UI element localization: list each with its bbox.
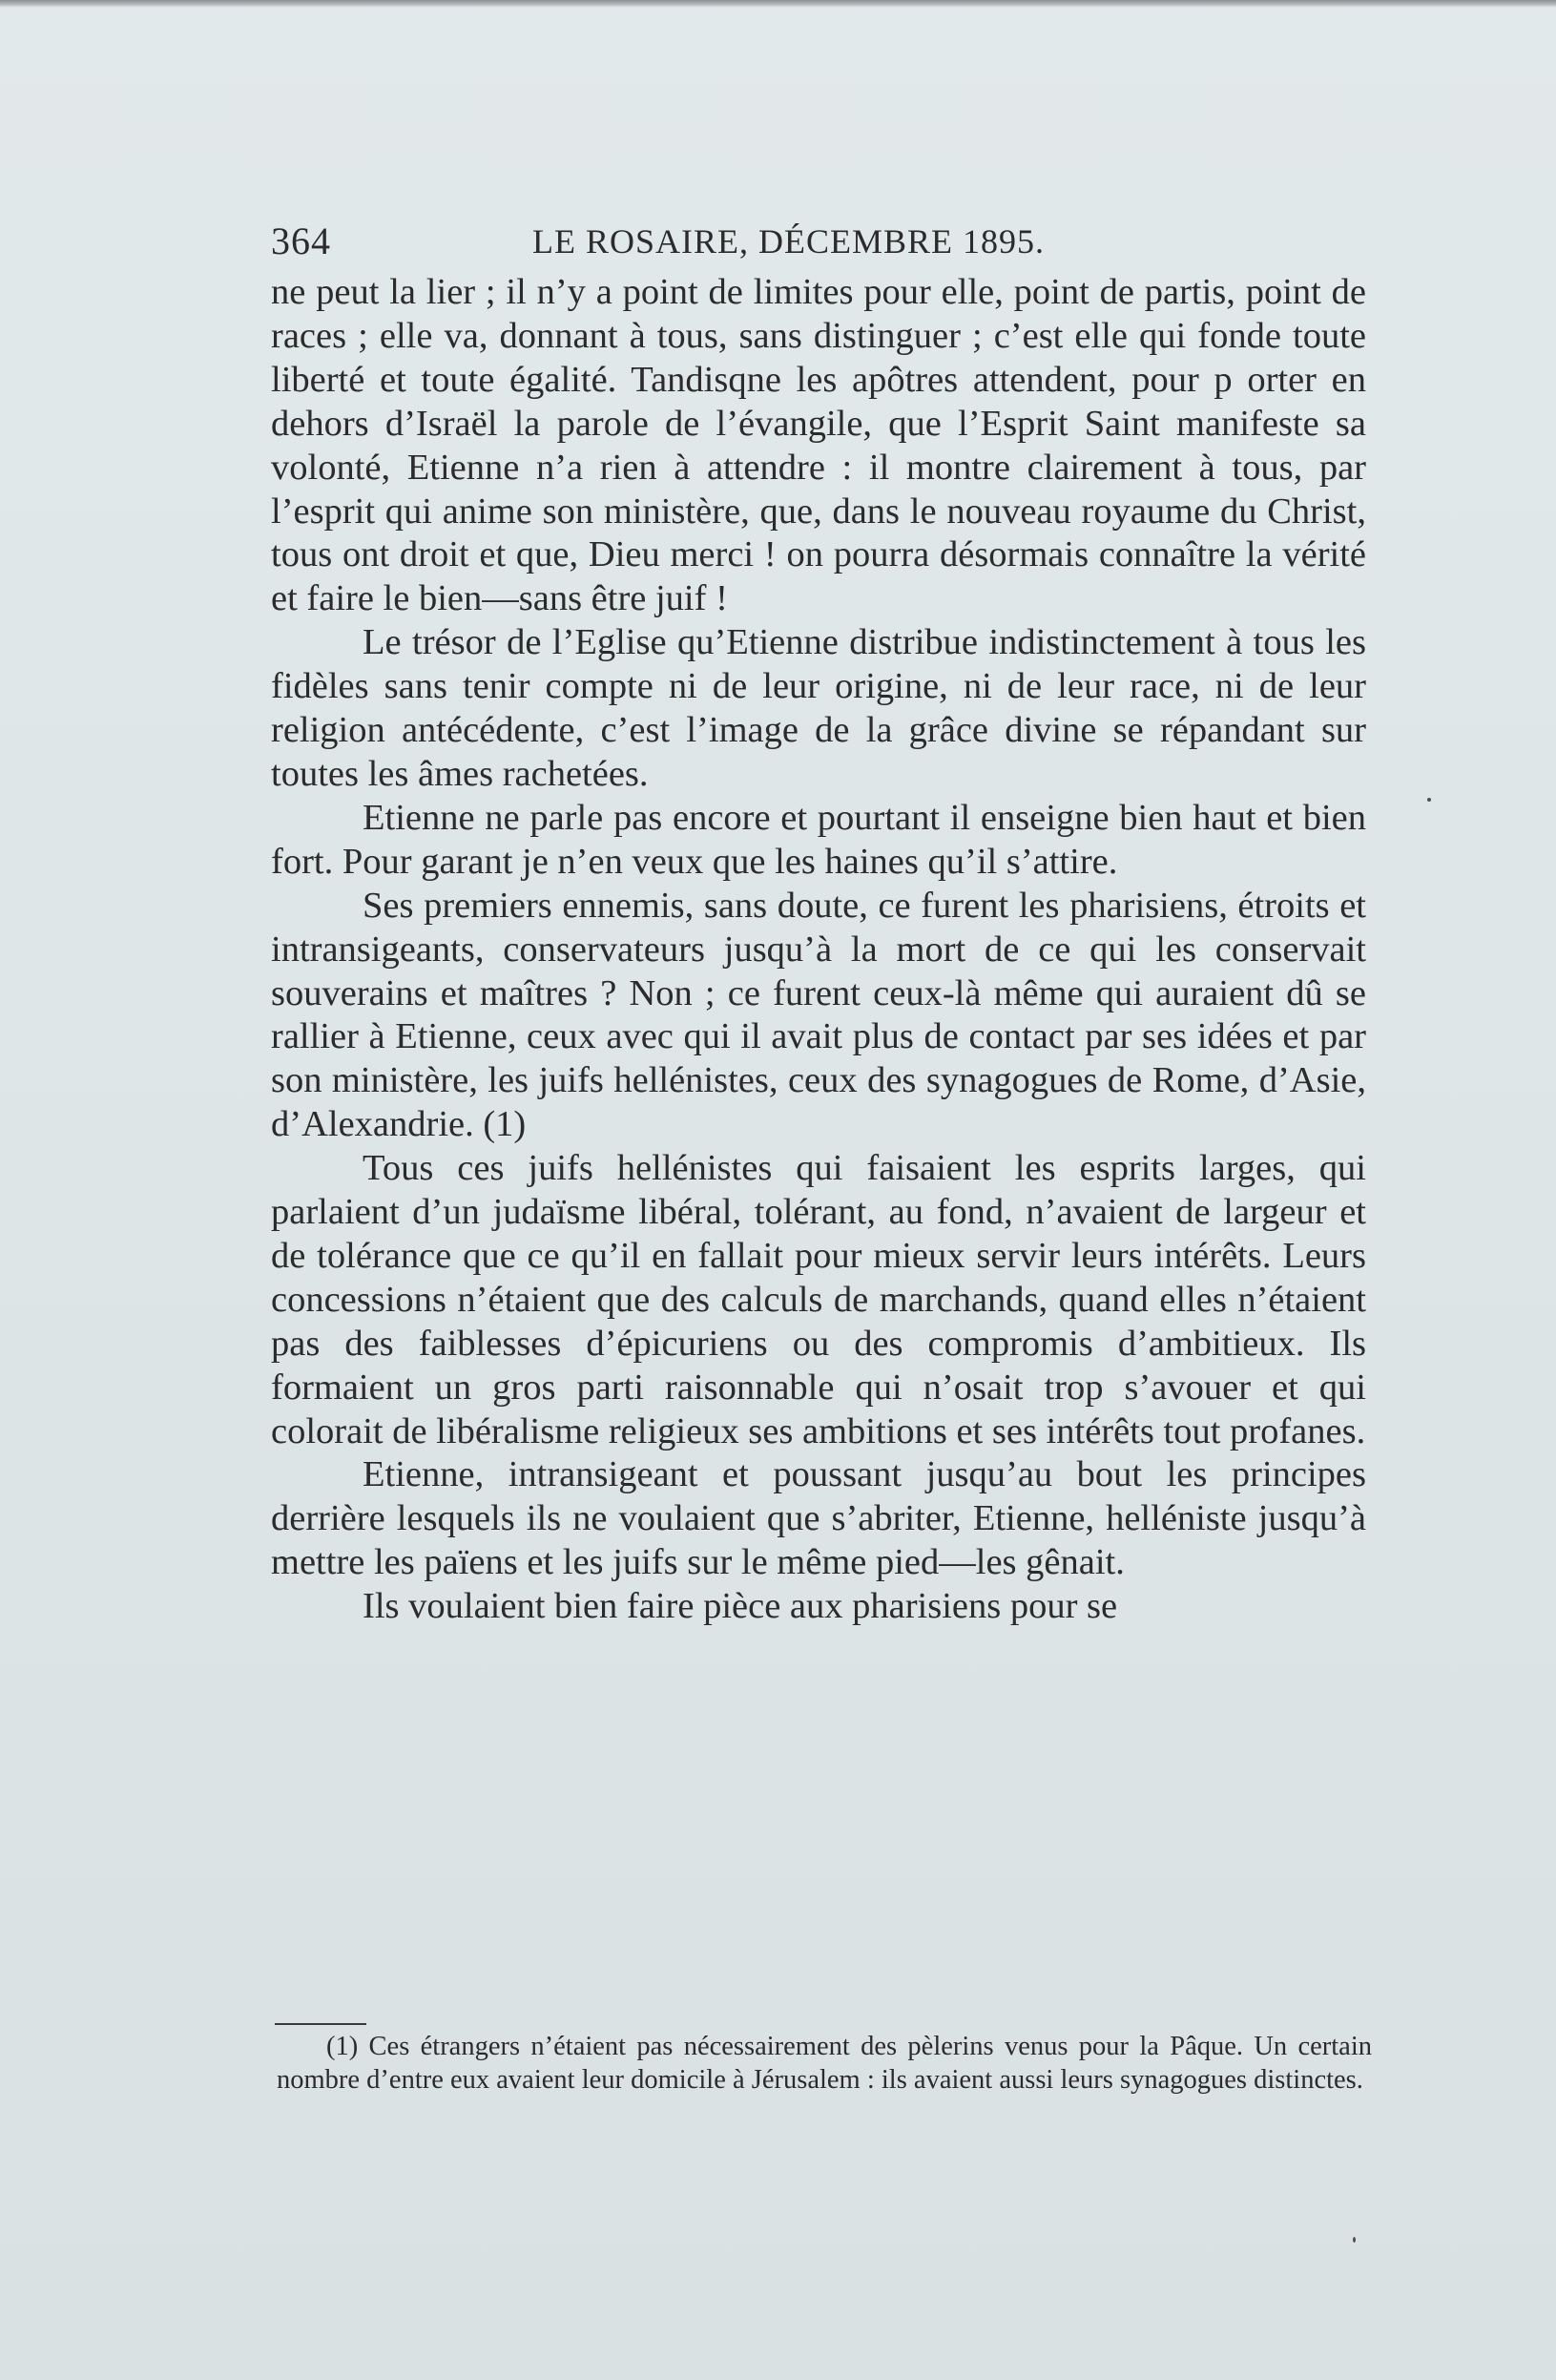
footnote: (1) Ces étrangers n’étaient pas nécessairement des pèlerins venus pour la Pâque. Un certain nombre d’entre eux avaient leur domicile à Jérusalem : ils avaient aussi leurs synagogues distinctes. xyxy=(277,2032,1372,2095)
paragraph-6: Etienne, intransigeant et poussant jusqu’au bout les principes derrière lesquels ils ne voulaient que s’abriter, Etienne, helléniste jusqu’à mettre les païens et les juifs sur le même pied—les gênait. xyxy=(271,1454,1366,1583)
paper-speck xyxy=(1353,2237,1356,2243)
footnote-divider xyxy=(275,2023,366,2025)
paragraph-2: Le trésor de l’Eglise qu’Etienne distribue indistinctement à tous les fidèles sans tenir compte ni de leur origine, ni de leur race, ni de leur religion antécédente, c’est l’image de la grâce divine se répandant sur toutes les âmes rachetées. xyxy=(271,622,1366,794)
body-text xyxy=(271,271,1366,1629)
page-number: 364 xyxy=(271,219,331,262)
paragraph-3: Etienne ne parle pas encore et pourtant il enseigne bien haut et bien fort. Pour garant je n’en veux que les haines qu’il s’attire. xyxy=(271,797,1366,882)
footnote-reference: (1) xyxy=(483,1104,527,1145)
paragraph-4-text: Ses premiers ennemis, sans doute, ce furent les pharisiens, étroits et intransigeants, conservateurs jusqu’à la mort de ce qui les conservait souverains et maîtres ? Non ; ce furent ceux-là même qui auraient dû se rallier à Etienne, ceux avec qui il avait plus de contact par ses idées et par son ministère, les juifs hellénistes, ceux des synagogues de Rome, d’Asie, d’Alexandrie. xyxy=(271,885,1366,1145)
paper-speck xyxy=(1427,798,1431,802)
paragraph-1: ne peut la lier ; il n’y a point de limites pour elle, point de partis, point de races ; elle va, donnant à tous, sans distinguer ; c’est elle qui fonde toute liberté et toute égalité. Tandisqne les apôtres attendent, pour p orter en dehors d’Israël la parole de l’évangile, que l’Esprit Saint manifeste sa volonté, Etienne n’a rien à attendre : il montre clairement à tous, par l’esprit qui anime son ministère, que, dans le nouveau royaume du Christ, tous ont droit et que, Dieu merci ! on pourra désormais connaître la vérité et faire le bien—sans être juif ! xyxy=(271,272,1366,619)
running-title: LE ROSAIRE, DÉCEMBRE 1895. xyxy=(532,222,1046,261)
text-block xyxy=(271,216,1366,1629)
paragraph-4 xyxy=(271,885,1366,1147)
paragraph-7: Ils voulaient bien faire pièce aux pharisiens pour se xyxy=(363,1586,1118,1627)
scan-top-edge xyxy=(0,0,1556,8)
paragraph-5: Tous ces juifs hellénistes qui faisaient les esprits larges, qui parlaient d’un judaïsme libéral, tolérant, au fond, n’avaient de largeur et de tolérance que ce qu’il en fallait pour mieux servir leurs intérêts. Leurs concessions n’étaient que des calculs de marchands, quand elles n’étaient pas des faiblesses d’épicuriens ou des compromis d’ambitieux. Ils formaient un gros parti raisonnable qui n’osait trop s’avouer et qui colorait de libéralisme religieux ses ambitions et ses intérêts tout profanes. xyxy=(271,1148,1366,1451)
running-head xyxy=(271,216,1366,267)
